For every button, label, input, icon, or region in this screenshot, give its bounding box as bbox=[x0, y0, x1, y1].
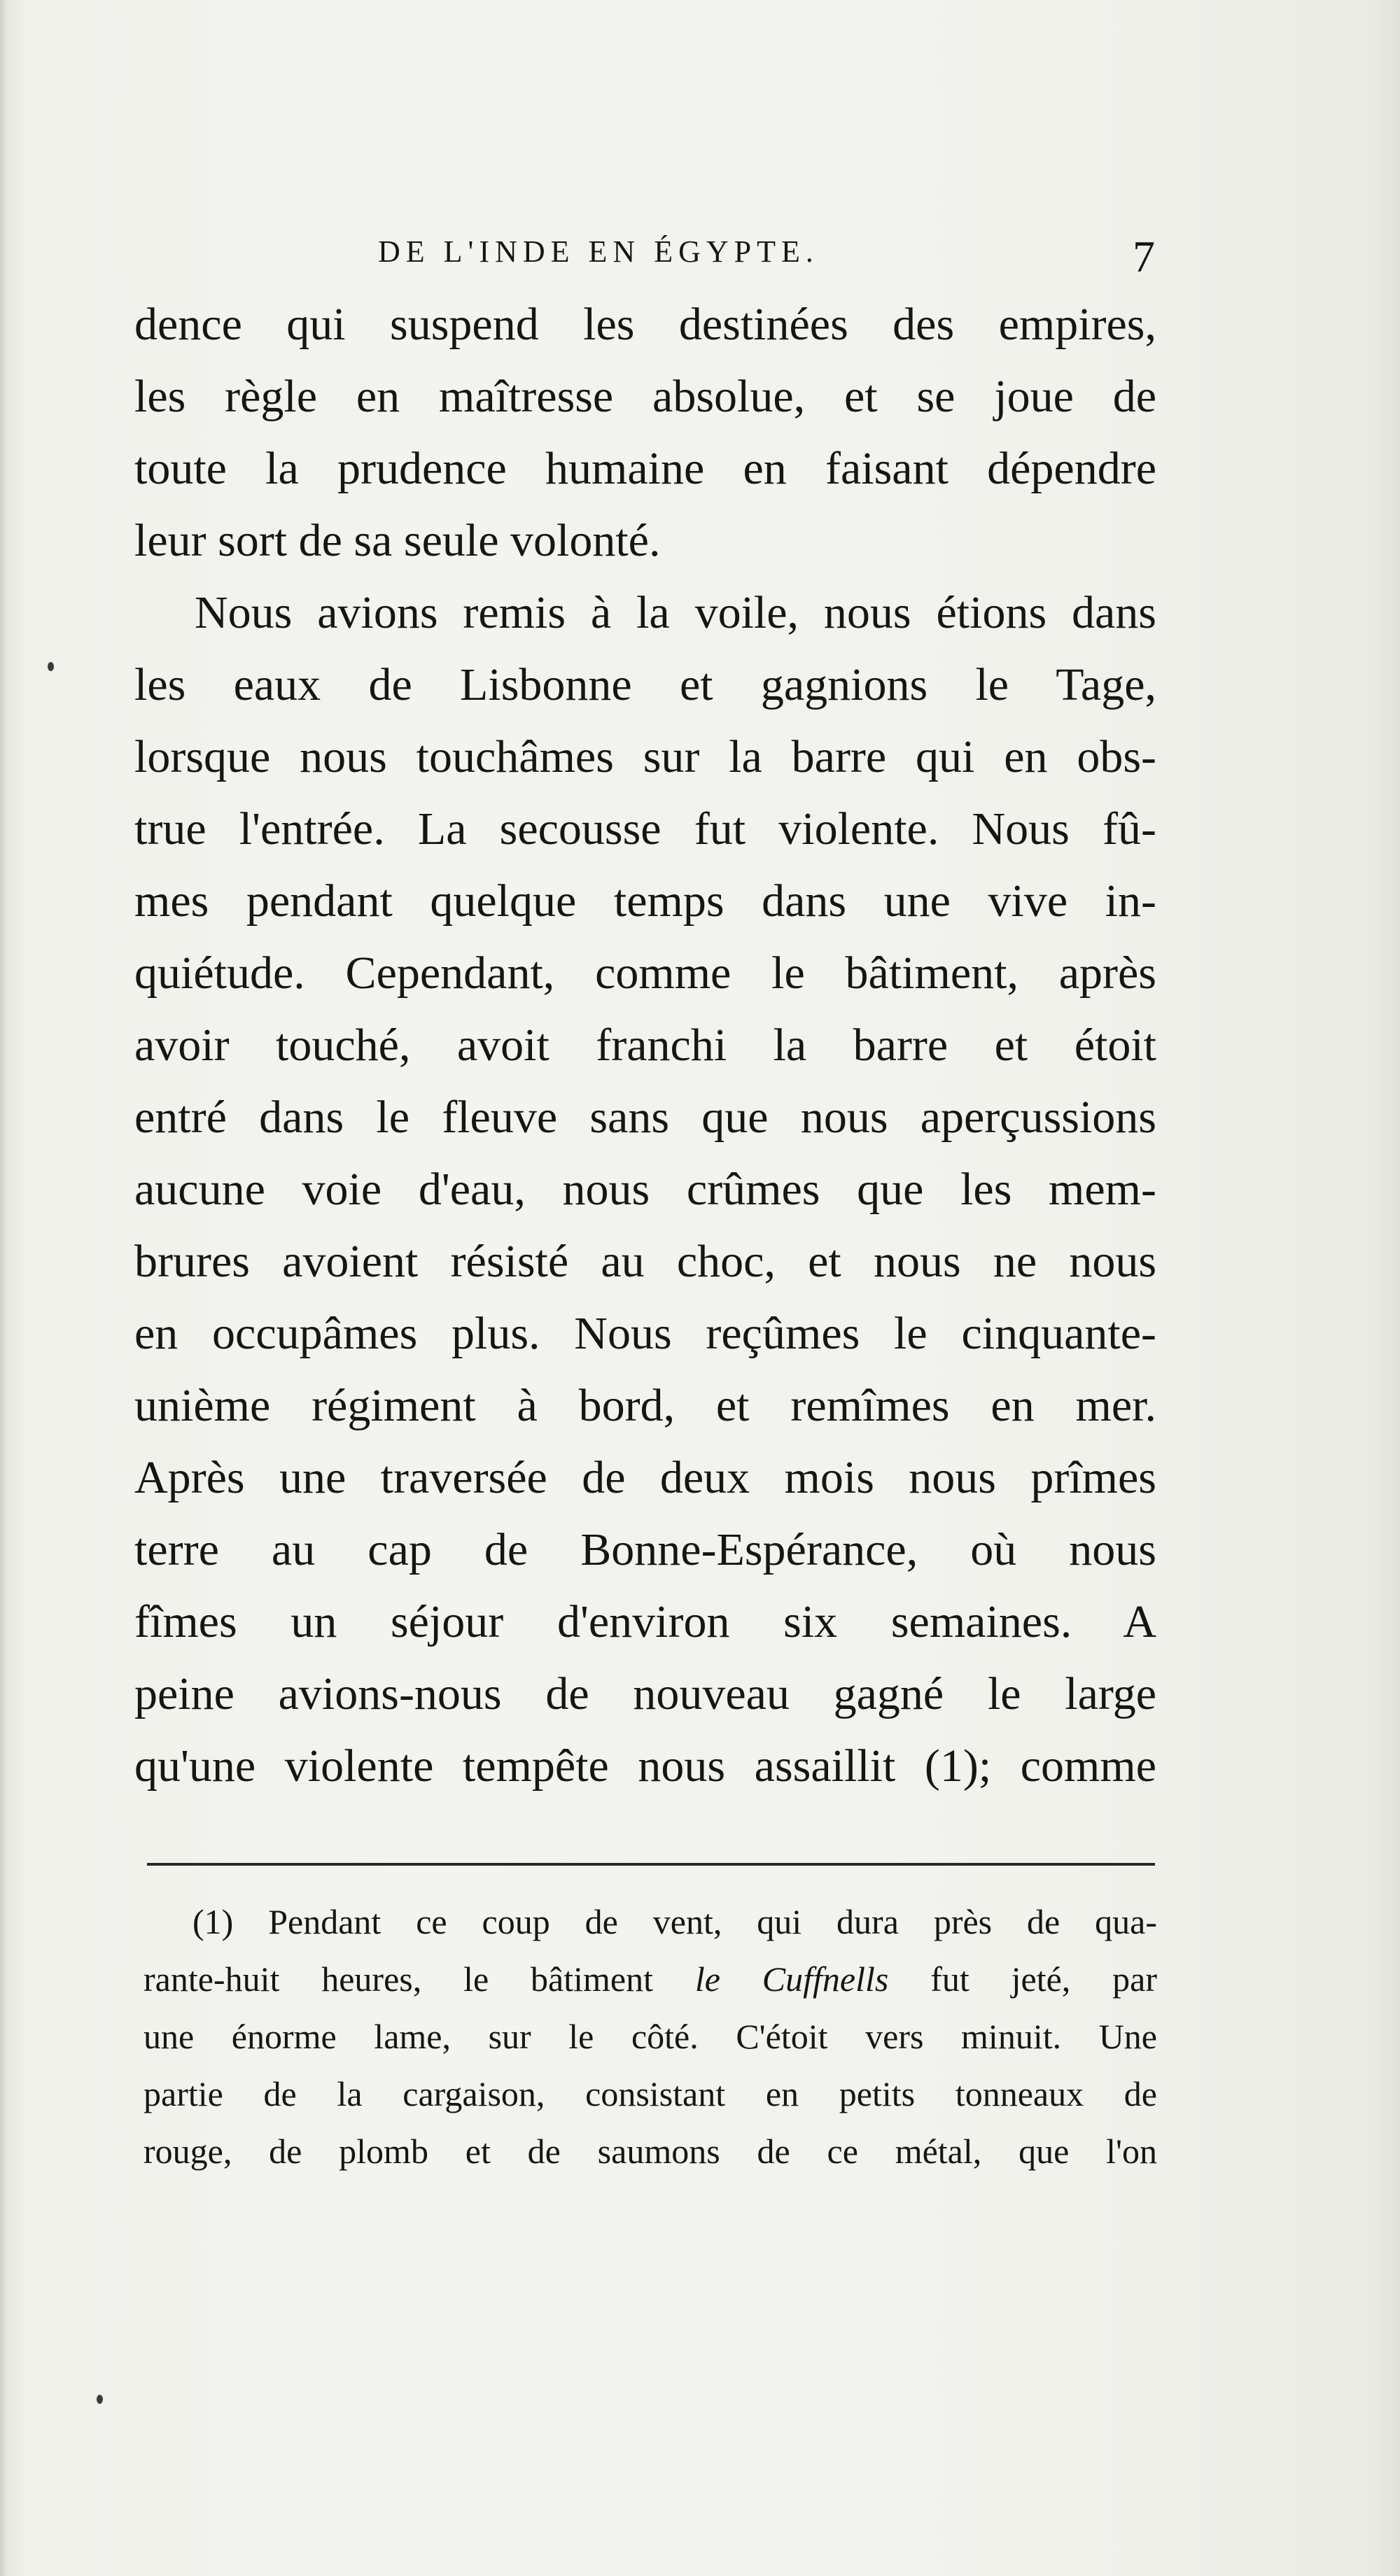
ship-name: le Cuffnells bbox=[694, 1959, 889, 1999]
text-line: peine avions-nous de nouveau gagné le large bbox=[134, 1668, 1156, 1719]
text-line: mes pendant quelque temps dans une vive in- bbox=[134, 875, 1156, 927]
text-line: brures avoient résisté au choc, et nous ne nous bbox=[134, 1236, 1156, 1287]
footnote-line: une énorme lame, sur le côté. C'étoit vers minuit. Une bbox=[144, 2017, 1157, 2056]
paper-speck bbox=[48, 662, 54, 671]
text-line: unième régiment à bord, et remîmes en mer. bbox=[134, 1380, 1156, 1431]
text-line: aucune voie d'eau, nous crûmes que les mem- bbox=[134, 1164, 1156, 1215]
text-line: qu'une violente tempête nous assaillit (1); comme bbox=[134, 1740, 1156, 1792]
footnote-line bbox=[144, 1950, 1157, 2008]
footnote-line: partie de la cargaison, consistant en petits tonneaux de bbox=[144, 2074, 1157, 2113]
page-header bbox=[133, 231, 1155, 280]
running-head: DE L'INDE EN ÉGYPTE. bbox=[378, 234, 819, 269]
text-line: quiétude. Cependant, comme le bâtiment, après bbox=[134, 948, 1156, 999]
page-number: 7 bbox=[1133, 232, 1155, 281]
text-line: leur sort de sa seule volonté. bbox=[134, 515, 661, 566]
text-line: en occupâmes plus. Nous reçûmes le cinquante- bbox=[134, 1308, 1156, 1359]
text-line: lorsque nous touchâmes sur la barre qui en obs- bbox=[134, 731, 1156, 782]
text-line: Après une traversée de deux mois nous prîmes bbox=[134, 1452, 1156, 1503]
text-line: entré dans le fleuve sans que nous aperçussions bbox=[134, 1092, 1156, 1143]
footnote-text: rante-huit heures, le bâtiment bbox=[144, 1959, 695, 1999]
footnote-text: fut jeté, par bbox=[888, 1959, 1157, 1999]
page-edge-shadow bbox=[0, 0, 7, 2576]
paper-speck bbox=[97, 2395, 103, 2404]
text-line: toute la prudence humaine en faisant dépendre bbox=[134, 443, 1156, 494]
footnote-line: (1) Pendant ce coup de vent, qui dura près de qua- bbox=[192, 1902, 1157, 1941]
text-line: dence qui suspend les destinées des empires, bbox=[134, 299, 1156, 350]
text-line: terre au cap de Bonne-Espérance, où nous bbox=[134, 1524, 1156, 1575]
footnote-rule bbox=[147, 1863, 1155, 1866]
text-line: true l'entrée. La secousse fut violente. Nous fû- bbox=[134, 803, 1156, 854]
paragraph-first-line: Nous avions remis à la voile, nous étions dans bbox=[195, 587, 1156, 638]
footnote bbox=[144, 1893, 1157, 2180]
body-text bbox=[134, 288, 1156, 1802]
footnote-line: rouge, de plomb et de saumons de ce métal, que l'on bbox=[144, 2132, 1157, 2171]
text-line: les eaux de Lisbonne et gagnions le Tage, bbox=[134, 659, 1156, 710]
text-line: avoir touché, avoit franchi la barre et étoit bbox=[134, 1020, 1156, 1071]
text-line: les règle en maîtresse absolue, et se joue de bbox=[134, 371, 1156, 422]
text-line: fîmes un séjour d'environ six semaines. A bbox=[134, 1596, 1156, 1647]
